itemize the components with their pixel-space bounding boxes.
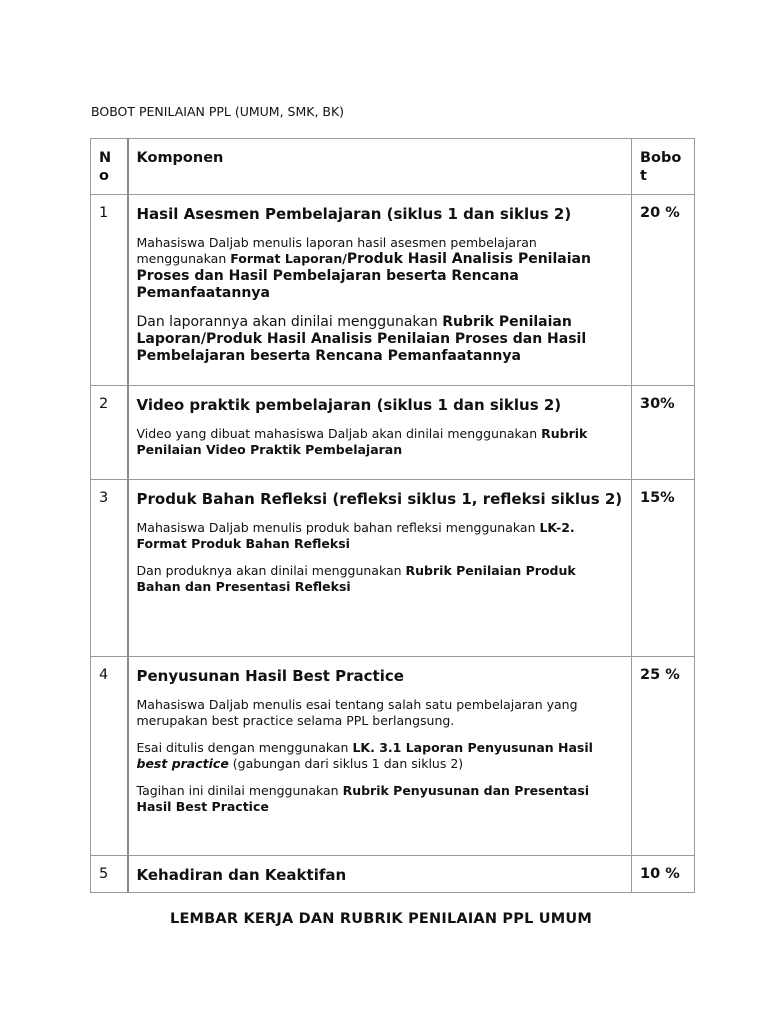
description-bold-text: Produk Hasil Analisis Penilaian Proses dan Hasil Pembelajaran beserta Rencana Pemanfaatannya: [136, 250, 591, 301]
row-title: Video praktik pembelajaran (siklus 1 dan siklus 2): [136, 396, 562, 414]
row-description: [137, 563, 624, 594]
description-bold-text: LK-2. Format Produk Bahan Refleksi: [136, 520, 575, 551]
row-description: [137, 740, 624, 771]
row-description: [137, 520, 624, 551]
row-component: [128, 856, 632, 893]
description-text: (gabungan dari siklus 1 dan siklus 2): [228, 755, 464, 771]
header-komponen: Komponen: [136, 150, 224, 166]
table-row: [91, 856, 695, 893]
row-title: Produk Bahan Refleksi (refleksi siklus 1, refleksi siklus 2): [136, 490, 623, 508]
description-bold-text: Format Laporan/: [230, 250, 347, 266]
document-title: BOBOT PENILAIAN PPL (UMUM, SMK, BK): [91, 104, 345, 119]
row-number: 5: [91, 856, 128, 893]
row-component: [128, 480, 632, 657]
table-row: [91, 386, 695, 480]
row-number: 1: [91, 195, 128, 386]
description-bold-italic-text: best practice: [136, 755, 229, 771]
description-text: Video yang dibuat mahasiswa Daljab akan dinilai menggunakan: [136, 426, 542, 441]
description-text: Tagihan ini dinilai menggunakan: [136, 783, 343, 798]
row-description: Mahasiswa Daljab menulis esai tentang salah satu pembelajaran yang merupakan best practice selama PPL berlangsung.: [136, 697, 578, 728]
row-component: [128, 657, 632, 856]
row-description: [137, 426, 624, 457]
row-weight: 20 %: [632, 195, 695, 386]
table-header-row: [91, 139, 695, 195]
description-text: Dan produknya akan dinilai menggunakan: [136, 563, 406, 578]
description-bold-text: LK. 3.1 Laporan Penyusunan Hasil: [352, 740, 593, 755]
description-text: Mahasiswa Daljab menulis produk bahan refleksi menggunakan: [136, 520, 540, 535]
header-no: No: [99, 150, 112, 184]
section-heading: LEMBAR KERJA DAN RUBRIK PENILAIAN PPL UMUM: [170, 911, 592, 927]
row-weight: 15%: [632, 480, 695, 657]
row-component: [128, 386, 632, 480]
row-title: Hasil Asesmen Pembelajaran (siklus 1 dan siklus 2): [136, 205, 572, 223]
description-bold-text: Rubrik Penyusunan dan Presentasi Hasil Best Practice: [136, 783, 590, 814]
description-bold-text: Rubrik Penilaian Video Praktik Pembelajaran: [136, 426, 588, 457]
description-text: Dan laporannya akan dinilai menggunakan: [136, 313, 443, 330]
header-bobot-cell: [632, 139, 695, 195]
weights-table: [90, 138, 695, 893]
description-text: Esai ditulis dengan menggunakan: [136, 740, 353, 755]
row-number: 2: [91, 386, 128, 480]
row-description: [137, 783, 624, 814]
row-weight: 25 %: [632, 657, 695, 856]
table-row: [91, 657, 695, 856]
row-description: [137, 314, 624, 365]
table-row: [91, 195, 695, 386]
row-number: 4: [91, 657, 128, 856]
row-component: [128, 195, 632, 386]
table-row: [91, 480, 695, 657]
description-bold-text: Rubrik Penilaian Produk Bahan dan Presentasi Refleksi: [136, 563, 576, 594]
row-weight: 30%: [632, 386, 695, 480]
description-text: Mahasiswa Daljab menulis laporan hasil asesmen pembelajaran menggunakan: [136, 235, 537, 266]
row-weight: 10 %: [632, 856, 695, 893]
description-bold-text: Rubrik Penilaian Laporan/Produk Hasil Analisis Penilaian Proses dan Hasil Pembelajaran beserta Rencana Pemanfaatannya: [136, 313, 587, 364]
row-number: 3: [91, 480, 128, 657]
header-bobot: Bobot: [640, 150, 682, 184]
row-title: Kehadiran dan Keaktifan: [136, 866, 347, 884]
header-no-cell: [91, 139, 128, 195]
row-description: [137, 235, 624, 302]
row-title: Penyusunan Hasil Best Practice: [136, 667, 404, 685]
header-komponen-cell: [128, 139, 632, 195]
